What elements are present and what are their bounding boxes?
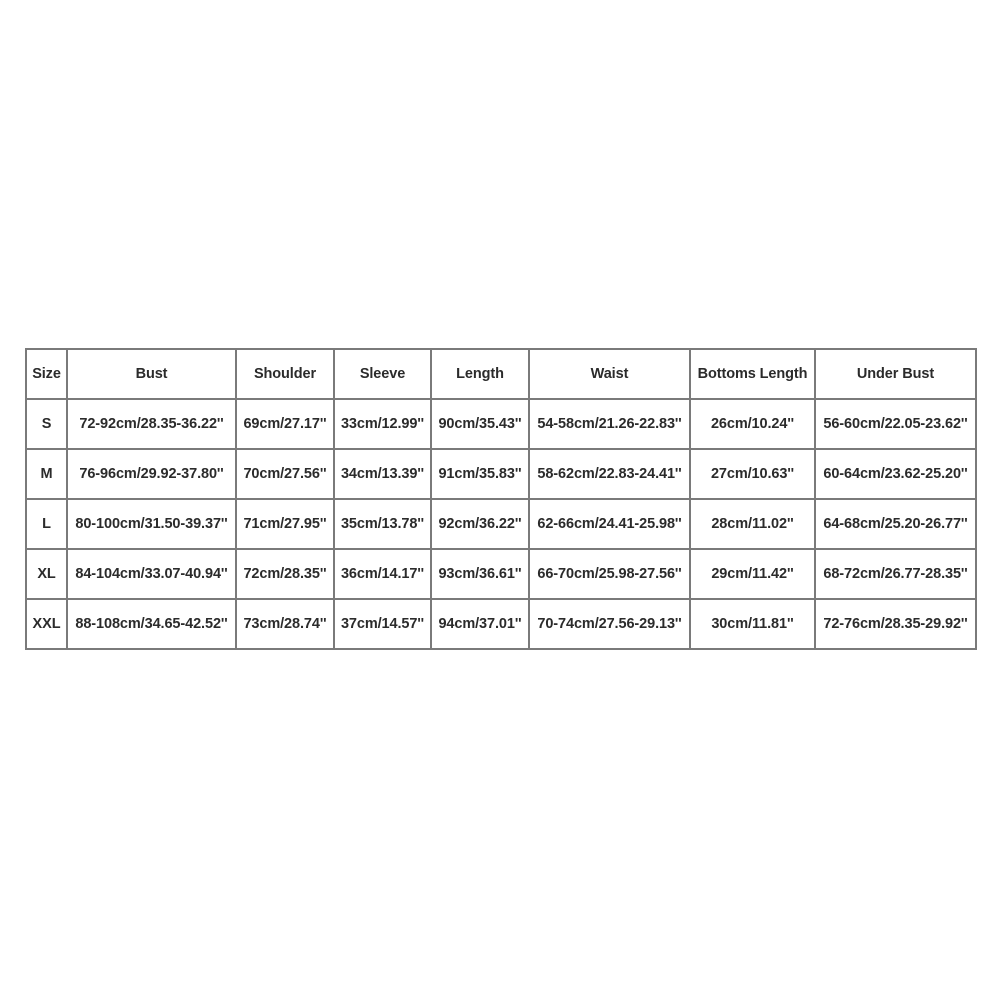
table-row	[26, 399, 976, 449]
table-row	[26, 449, 976, 499]
cell-length: 91cm/35.83''	[431, 449, 529, 499]
cell-shoulder: 72cm/28.35''	[236, 549, 334, 599]
cell-shoulder: 70cm/27.56''	[236, 449, 334, 499]
cell-length: 92cm/36.22''	[431, 499, 529, 549]
cell-under-bust: 60-64cm/23.62-25.20''	[815, 449, 976, 499]
table-row	[26, 499, 976, 549]
cell-under-bust: 64-68cm/25.20-26.77''	[815, 499, 976, 549]
cell-under-bust: 68-72cm/26.77-28.35''	[815, 549, 976, 599]
cell-shoulder: 71cm/27.95''	[236, 499, 334, 549]
cell-length: 90cm/35.43''	[431, 399, 529, 449]
cell-bust: 76-96cm/29.92-37.80''	[67, 449, 236, 499]
cell-waist: 70-74cm/27.56-29.13''	[529, 599, 690, 649]
header-bust: Bust	[67, 349, 236, 399]
header-waist: Waist	[529, 349, 690, 399]
cell-waist: 62-66cm/24.41-25.98''	[529, 499, 690, 549]
cell-bust: 84-104cm/33.07-40.94''	[67, 549, 236, 599]
cell-bust: 80-100cm/31.50-39.37''	[67, 499, 236, 549]
header-row	[26, 349, 976, 399]
cell-shoulder: 69cm/27.17''	[236, 399, 334, 449]
cell-bottoms-length: 26cm/10.24''	[690, 399, 815, 449]
cell-length: 94cm/37.01''	[431, 599, 529, 649]
header-length: Length	[431, 349, 529, 399]
cell-under-bust: 56-60cm/22.05-23.62''	[815, 399, 976, 449]
header-shoulder: Shoulder	[236, 349, 334, 399]
cell-bottoms-length: 27cm/10.63''	[690, 449, 815, 499]
cell-sleeve: 34cm/13.39''	[334, 449, 431, 499]
size-chart-table	[25, 348, 977, 650]
cell-sleeve: 35cm/13.78''	[334, 499, 431, 549]
header-size: Size	[26, 349, 67, 399]
header-sleeve: Sleeve	[334, 349, 431, 399]
cell-sleeve: 36cm/14.17''	[334, 549, 431, 599]
cell-bottoms-length: 30cm/11.81''	[690, 599, 815, 649]
cell-waist: 58-62cm/22.83-24.41''	[529, 449, 690, 499]
cell-size: M	[26, 449, 67, 499]
cell-under-bust: 72-76cm/28.35-29.92''	[815, 599, 976, 649]
cell-waist: 54-58cm/21.26-22.83''	[529, 399, 690, 449]
cell-size: L	[26, 499, 67, 549]
cell-size: XXL	[26, 599, 67, 649]
cell-shoulder: 73cm/28.74''	[236, 599, 334, 649]
cell-sleeve: 37cm/14.57''	[334, 599, 431, 649]
cell-bottoms-length: 28cm/11.02''	[690, 499, 815, 549]
header-bottoms-length: Bottoms Length	[690, 349, 815, 399]
cell-bust: 72-92cm/28.35-36.22''	[67, 399, 236, 449]
cell-waist: 66-70cm/25.98-27.56''	[529, 549, 690, 599]
table-row	[26, 599, 976, 649]
cell-length: 93cm/36.61''	[431, 549, 529, 599]
cell-sleeve: 33cm/12.99''	[334, 399, 431, 449]
cell-bottoms-length: 29cm/11.42''	[690, 549, 815, 599]
header-under-bust: Under Bust	[815, 349, 976, 399]
cell-bust: 88-108cm/34.65-42.52''	[67, 599, 236, 649]
table-row	[26, 549, 976, 599]
cell-size: XL	[26, 549, 67, 599]
cell-size: S	[26, 399, 67, 449]
